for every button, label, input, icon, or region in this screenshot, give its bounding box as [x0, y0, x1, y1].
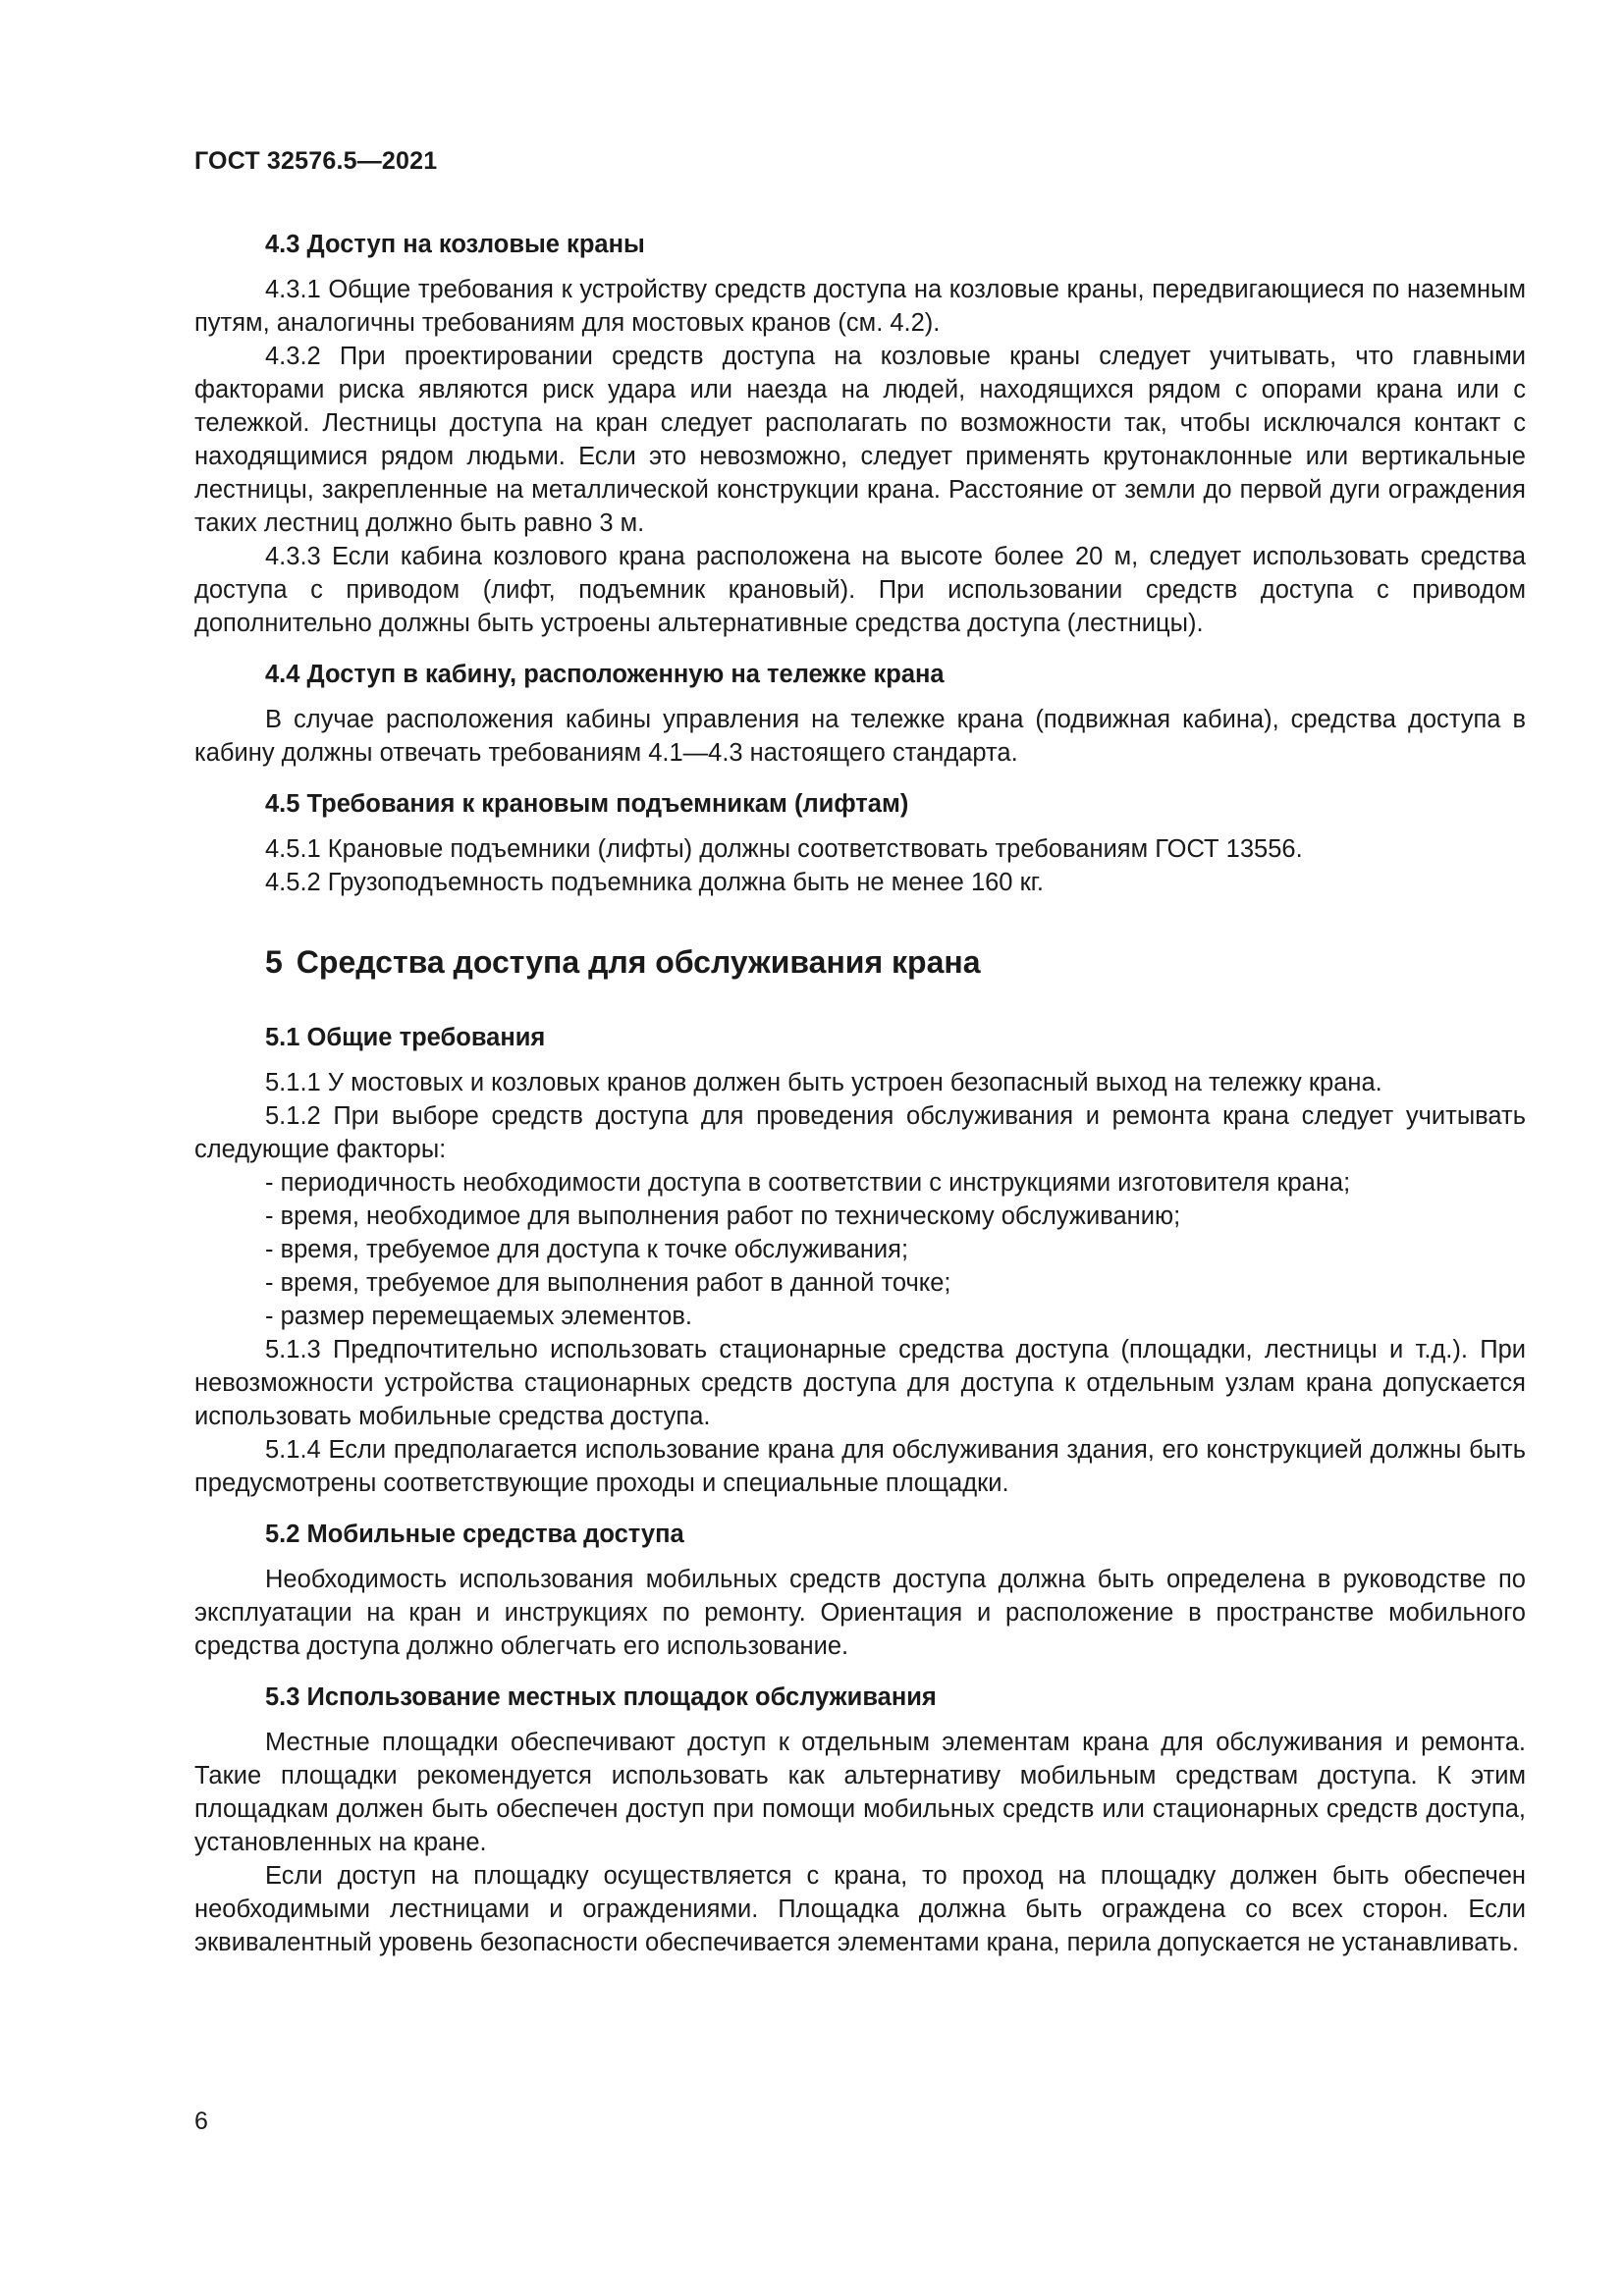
document-id-header: ГОСТ 32576.5—2021: [194, 147, 438, 175]
list-item: - время, требуемое для доступа к точке обслуживания;: [265, 1236, 909, 1263]
page-number: 6: [194, 2108, 208, 2135]
paragraph-4-5-2: 4.5.2 Грузоподъемность подъемника должна быть не менее 160 кг.: [265, 869, 1045, 896]
subsection-title-5-1: 5.1 Общие требования: [265, 1024, 546, 1051]
paragraph-5-1-1: 5.1.1 У мостовых и козловых кранов должен быть устроен безопасный выход на тележку крана.: [265, 1069, 1382, 1096]
subsection-title-5-3: 5.3 Использование местных площадок обслуживания: [265, 1683, 937, 1711]
paragraph-4-3-2: 4.3.2 При проектировании средств доступа на козловые краны следует учитывать, что главными факторами риска являются риск удара или наезда на людей, находящихся рядом с опорами крана или с тележкой. Лестницы доступа на кран следует располагать по возможности так, чтобы исключался контакт с находящимися рядом людьми. Если это невозможно, следует применять крутонаклонные или вертикальные лестницы, закрепленные на металлической конструкции крана. Расстояние от земли до первой дуги ограждения таких лестниц должно быть равно 3 м.: [194, 343, 1526, 537]
section-title-text: Средства доступа для обслуживания крана: [296, 944, 981, 980]
subsection-title-4-5: 4.5 Требования к крановым подъемникам (лифтам): [265, 790, 909, 818]
subsection-title-4-4: 4.4 Доступ в кабину, расположенную на тележке крана: [265, 661, 945, 688]
section-number: 5: [265, 944, 283, 980]
subsection-title-5-2: 5.2 Мобильные средства доступа: [265, 1521, 684, 1548]
paragraph-4-3-3: 4.3.3 Если кабина козлового крана расположена на высоте более 20 м, следует использовать средства доступа с приводом (лифт, подъемник крановый). При использовании средств доступа с приводом дополнительно должны быть устроены альтернативные средства доступа (лестницы).: [194, 543, 1526, 637]
paragraph-5-3-2: Если доступ на площадку осуществляется с крана, то проход на площадку должен быть обеспечен необходимыми лестницами и ограждениями. Площадка должна быть ограждена со всех сторон. Если эквивалентный уровень безопасности обеспечивается элементами крана, перила допускается не устанавливать.: [194, 1862, 1526, 1956]
paragraph-5-2: Необходимость использования мобильных средств доступа должна быть определена в руководстве по эксплуатации на кран и инструкциях по ремонту. Ориентация и расположение в пространстве мобильного средства доступа должно облегчать его использование.: [194, 1566, 1526, 1660]
list-item: - размер перемещаемых элементов.: [265, 1303, 692, 1330]
paragraph-5-1-4: 5.1.4 Если предполагается использование крана для обслуживания здания, его конструкцией должны быть предусмотрены соответствующие проходы и специальные площадки.: [194, 1436, 1526, 1497]
document-body: [194, 228, 1526, 1959]
paragraph-5-1-2: 5.1.2 При выборе средств доступа для проведения обслуживания и ремонта крана следует учитывать следующие факторы:: [194, 1102, 1526, 1163]
paragraph-5-3-1: Местные площадки обеспечивают доступ к отдельным элементам крана для обслуживания и ремонта. Такие площадки рекомендуется использовать как альтернативу мобильным средствам доступа. К этим площадкам должен быть обеспечен доступ при помощи мобильных средств или стационарных средств доступа, установленных на кране.: [194, 1729, 1526, 1856]
subsection-title-4-3: 4.3 Доступ на козловые краны: [265, 231, 645, 258]
paragraph-4-3-1: 4.3.1 Общие требования к устройству средств доступа на козловые краны, передвигающиеся по наземным путям, аналогичны требованиям для мостовых кранов (см. 4.2).: [194, 276, 1526, 337]
list-item: - время, требуемое для выполнения работ в данной точке;: [265, 1269, 951, 1297]
list-item: - периодичность необходимости доступа в соответствии с инструкциями изготовителя крана;: [265, 1169, 1351, 1197]
list-item: - время, необходимое для выполнения работ по техническому обслуживанию;: [265, 1202, 1181, 1230]
section-title-5: [265, 942, 1526, 982]
paragraph-4-5-1: 4.5.1 Крановые подъемники (лифты) должны соответствовать требованиям ГОСТ 13556.: [265, 835, 1303, 863]
paragraph-5-1-3: 5.1.3 Предпочтительно использовать стационарные средства доступа (площадки, лестницы и т.д.). При невозможности устройства стационарных средств доступа для доступа к отдельным узлам крана допускается использовать мобильные средства доступа.: [194, 1336, 1526, 1430]
paragraph-4-4: В случае расположения кабины управления на тележке крана (подвижная кабина), средства доступа в кабину должны отвечать требованиям 4.1—4.3 настоящего стандарта.: [194, 706, 1526, 767]
